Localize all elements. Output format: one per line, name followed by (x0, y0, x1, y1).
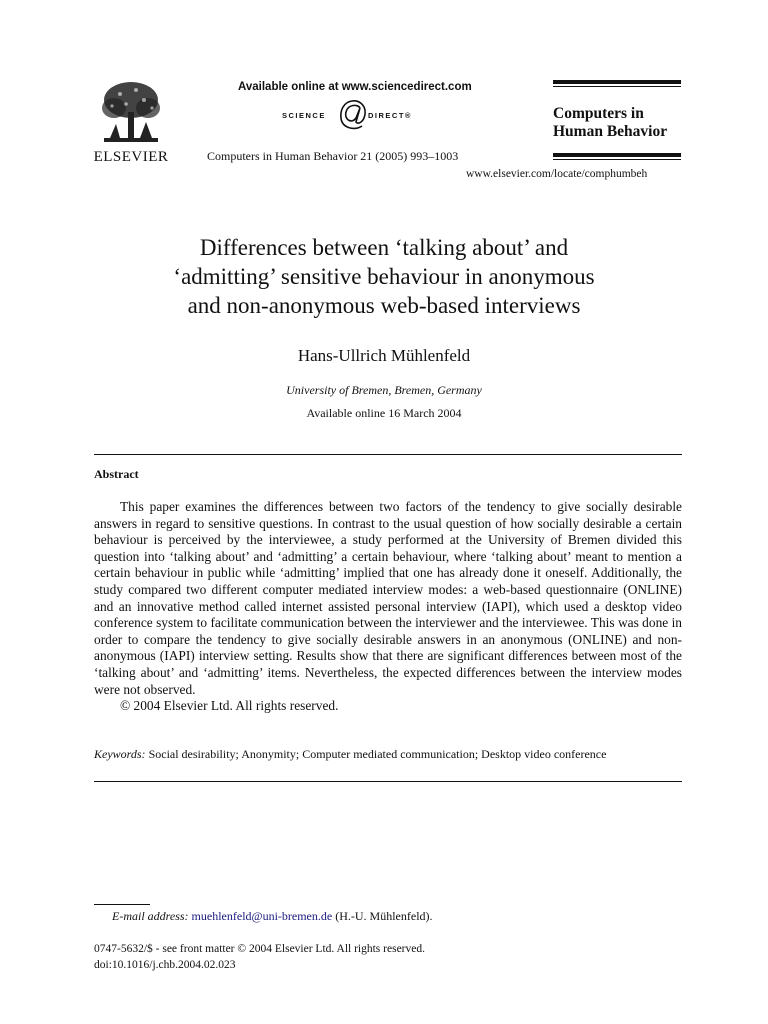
journal-citation: Computers in Human Behavior 21 (2005) 993–1003 (207, 149, 459, 163)
abstract-heading: Abstract (94, 467, 139, 481)
sciencedirect-right-word: DIRECT® (368, 111, 412, 120)
keywords (94, 747, 686, 762)
article-title-line: Differences between ‘talking about’ and (199, 235, 569, 260)
journal-rule-bottom-thin (553, 159, 681, 160)
available-online-date: Available online 16 March 2004 (306, 406, 462, 420)
author-name: Hans-Ullrich Mühlenfeld (297, 346, 471, 365)
elsevier-logo (88, 78, 174, 168)
sciencedirect-left-word: SCIENCE (282, 111, 326, 120)
sciencedirect-logo (276, 102, 436, 132)
article-title (88, 233, 680, 320)
email-label: E-mail address: (112, 909, 189, 923)
elsevier-tree-icon (96, 78, 166, 148)
doi-line[interactable]: doi:10.1016/j.chb.2004.02.023 (94, 959, 236, 971)
email-suffix: (H.-U. Mühlenfeld). (332, 909, 433, 923)
abstract-copyright: © 2004 Elsevier Ltd. All rights reserved. (120, 698, 339, 714)
journal-name-line1: Computers in (553, 105, 644, 122)
publisher-name: ELSEVIER (93, 149, 169, 165)
journal-rule-top (553, 80, 681, 84)
email-link[interactable]: muehlenfeld@uni-bremen.de (191, 909, 333, 923)
abstract-paragraph: This paper examines the differences between two factors of the tendency to give socially desirable answers in regard to sensitive questions. In contrast to the usual question of how socially desirable a certain behaviour is perceived by the interviewee, a study performed at the University of Bremen divided this question into ‘talking about’ and ‘admitting’ a certain behaviour, where ‘talking about’ meant to mention a certain behaviour in public while ‘admitting’ implied that one has already done it oneself. Additionally, the study compared two different computer mediated interview modes: a web-based questionnaire (ONLINE) and an innovative method called internet assisted personal interview (IAPI), which used a desktop video conference system to facilitate communication between the interviewer and the interviewee. This was done in order to compare the tendency to give socially desirable answers in an anonymous (ONLINE) and non-anonymous (IAPI) interview setting. Results show that there are significant differences between most of the ‘talking about’ and ‘admitting’ items. Nevertheless, the expected differences between the interview modes were not observed. (94, 499, 682, 697)
issn-line: 0747-5632/$ - see front matter © 2004 Elsevier Ltd. All rights reserved. (94, 943, 425, 955)
article-title-line: and non-anonymous web-based interviews (187, 293, 581, 318)
sciencedirect-at-icon (338, 98, 368, 132)
journal-rule-top-thin (553, 86, 681, 87)
author-affiliation: University of Bremen, Bremen, Germany (286, 383, 482, 397)
journal-name (553, 105, 681, 141)
abstract-bottom-rule (94, 781, 682, 782)
journal-rule-bottom (553, 153, 681, 157)
abstract-text (94, 499, 682, 715)
journal-name-line2: Human Behavior (553, 123, 668, 140)
footnote-rule (94, 904, 150, 905)
journal-title-block (553, 80, 681, 160)
abstract-top-rule (94, 454, 682, 455)
available-online-banner: Available online at www.sciencedirect.com (238, 81, 472, 93)
author-email-footnote (112, 909, 433, 924)
keywords-list: Social desirability; Anonymity; Computer mediated communication; Desktop video conference (145, 747, 607, 761)
journal-url[interactable]: www.elsevier.com/locate/comphumbeh (466, 168, 648, 180)
keywords-label: Keywords: (94, 747, 146, 761)
article-title-line: ‘admitting’ sensitive behaviour in anonymous (173, 264, 595, 289)
